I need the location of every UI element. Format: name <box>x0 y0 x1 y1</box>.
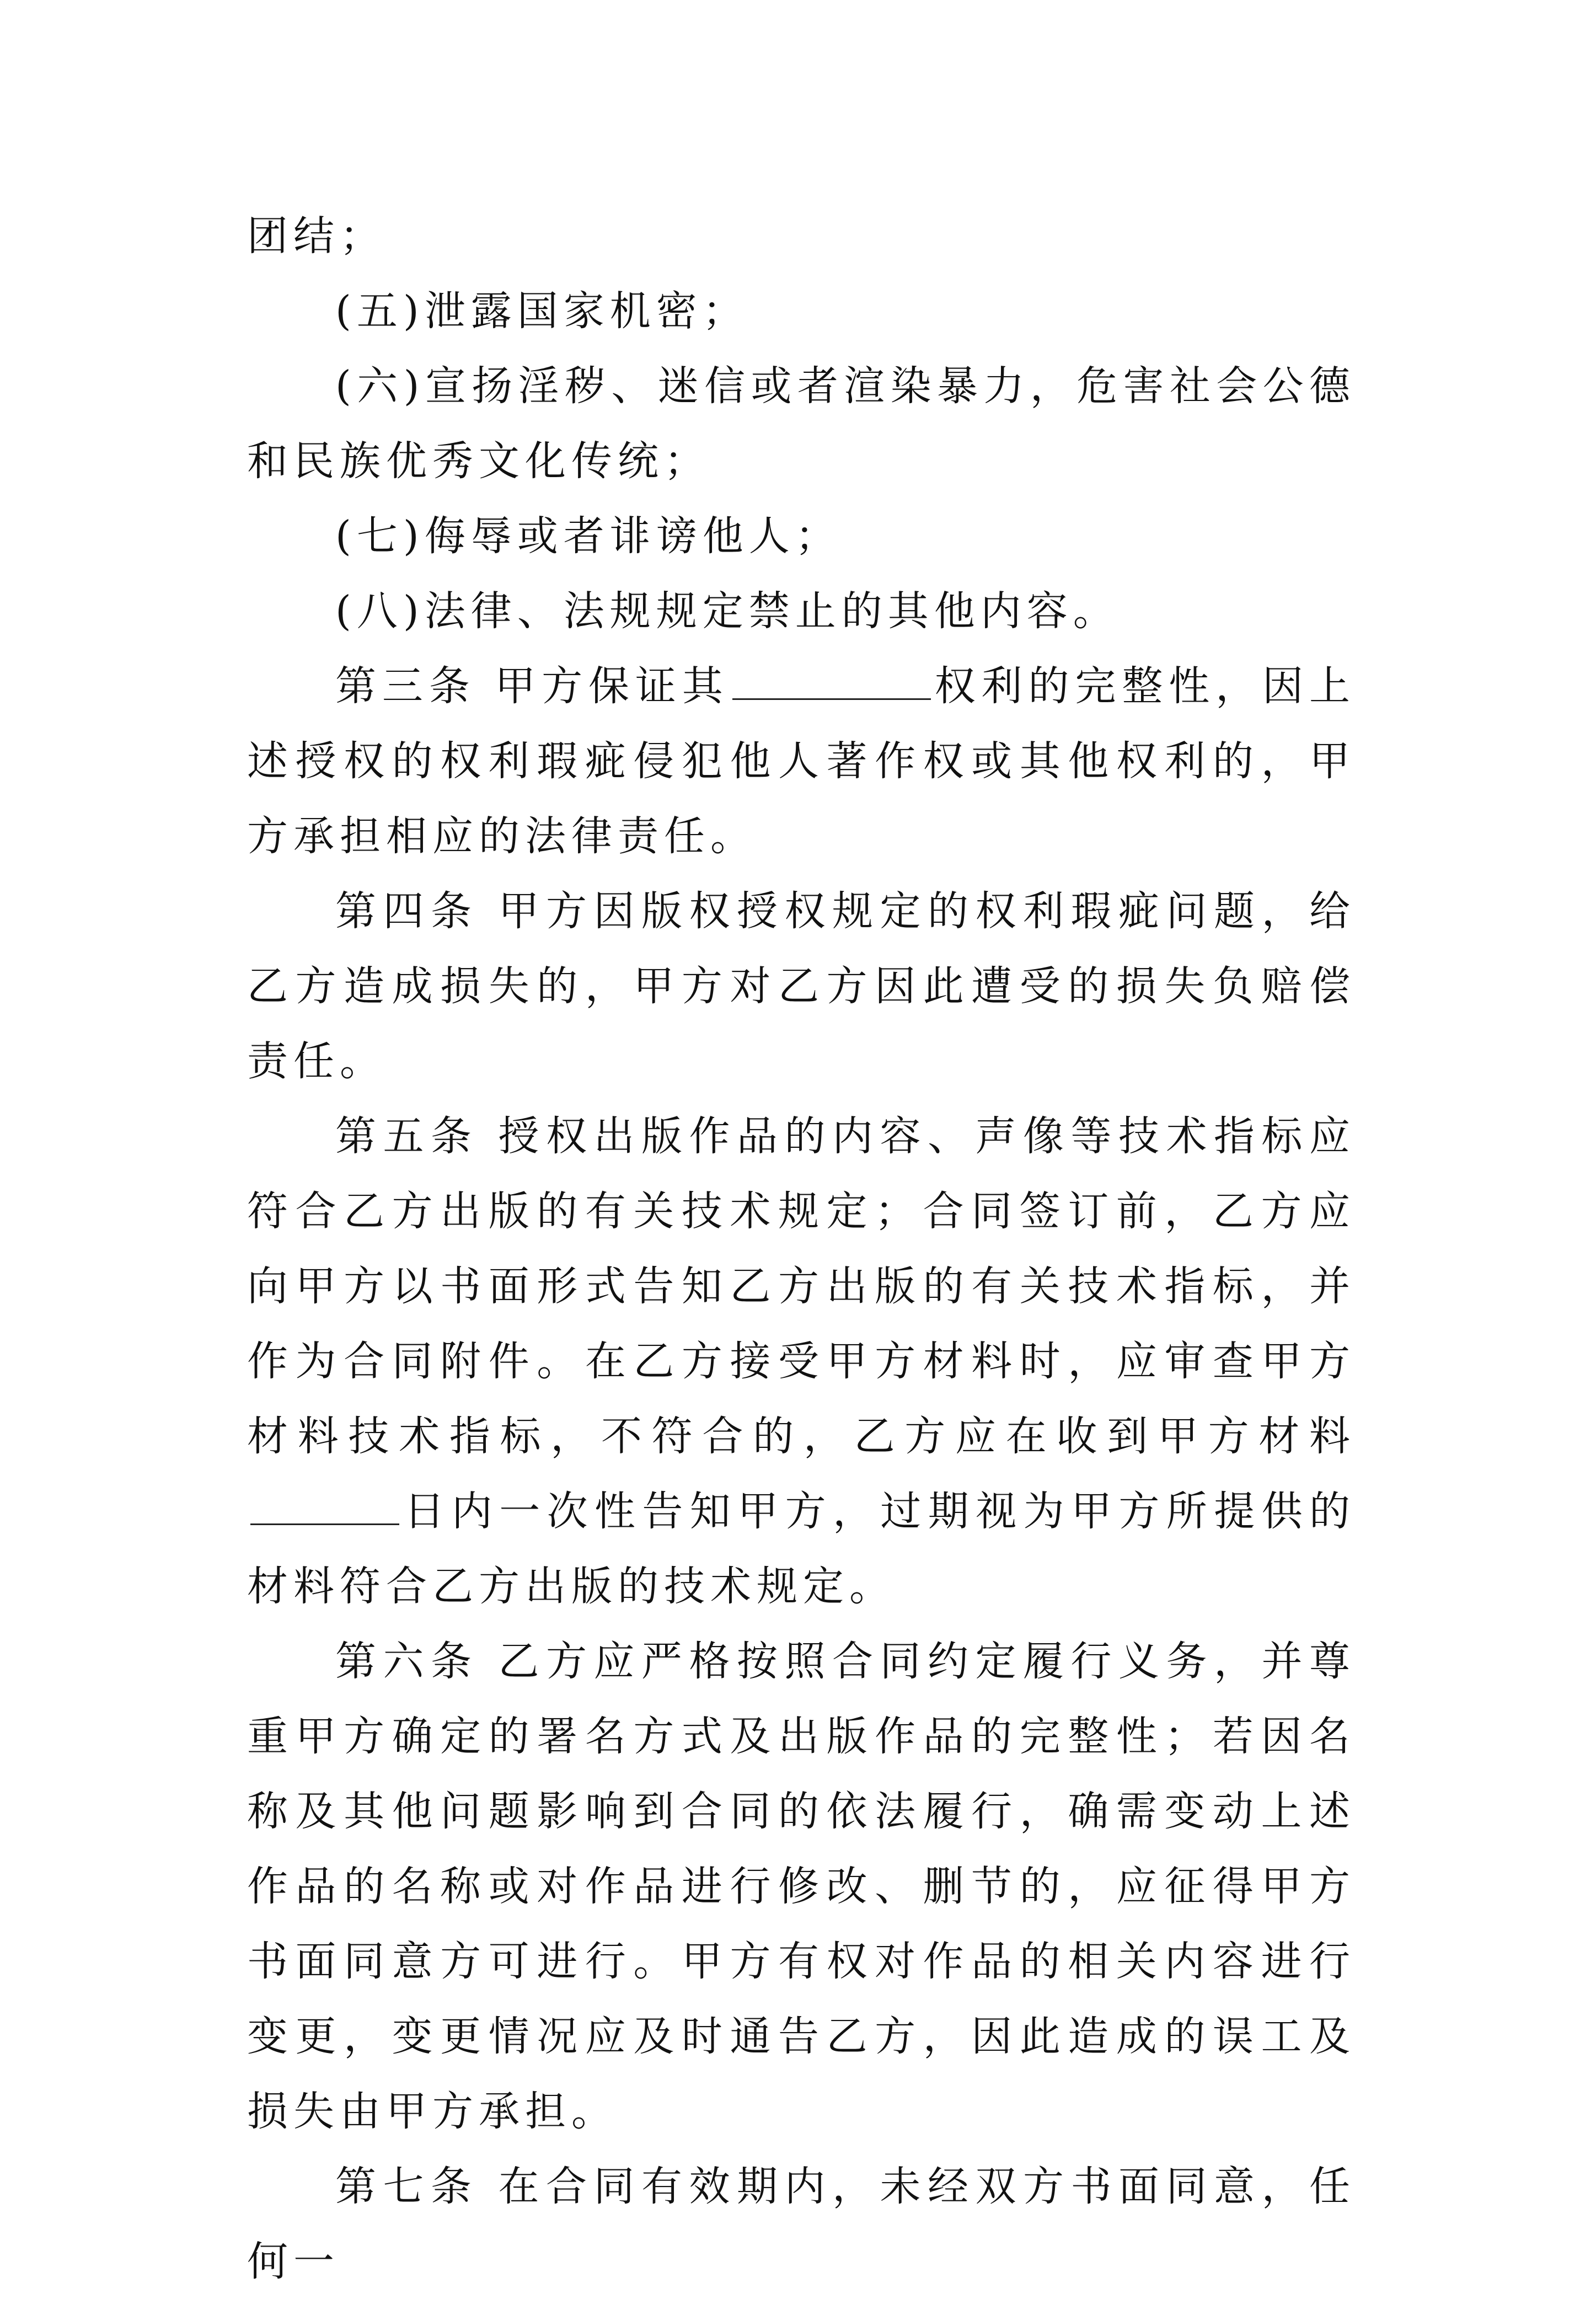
article-3-text-start: 第三条 甲方保证其 <box>335 662 729 710</box>
clause-item-6: (六)宣扬淫秽、迷信或者渲染暴力，危害社会公德和民族优秀文化传统； <box>247 362 1356 485</box>
article-3 <box>247 649 1356 874</box>
clause-item-7: (七)侮辱或者诽谤他人； <box>335 512 842 560</box>
article-7: 第七条 在合同有效期内，未经双方书面同意，任何一 <box>247 2163 1356 2285</box>
clause-item-5: (五)泄露国家机密； <box>335 287 749 335</box>
continuation-line: 团结； <box>247 212 386 260</box>
article-4: 第四条 甲方因版权授权规定的权利瑕疵问题，给乙方造成损失的，甲方对乙方因此遭受的损失负赔偿责任。 <box>247 887 1356 1085</box>
article-6: 第六条 乙方应严格按照合同约定履行义务，并尊重甲方确定的署名方式及出版作品的完整性；若因名称及其他问题影响到合同的依法履行，确需变动上述作品的名称或对作品进行修改、删节的，应征得甲方书面同意方可进行。甲方有权对作品的相关内容进行变更，变更情况应及时通告乙方，因此造成的误工及损失由甲方承担。 <box>247 1638 1356 2135</box>
article-3-blank-field <box>732 660 931 700</box>
article-5-text-end: 日内一次性告知甲方，过期视为甲方所提供的材料符合乙方出版的技术规定。 <box>247 1488 1356 1610</box>
article-5-text-start: 第五条 授权出版作品的内容、声像等技术指标应符合乙方出版的有关技术规定；合同签订前，乙方应向甲方以书面形式告知乙方出版的有关技术指标，并作为合同附件。在乙方接受甲方材料时，应审查甲方材料技术指标，不符合的，乙方应在收到甲方材料 <box>247 1113 1356 1460</box>
article-5-blank-field <box>250 1485 399 1525</box>
article-5 <box>247 1099 1356 1624</box>
article-3-text-end: 权利的完整性，因上述授权的权利瑕疵侵犯他人著作权或其他权利的，甲方承担相应的法律责任。 <box>247 662 1356 860</box>
contract-body <box>247 199 1356 2299</box>
clause-item-8: (八)法律、法规规定禁止的其他内容。 <box>335 587 1120 635</box>
